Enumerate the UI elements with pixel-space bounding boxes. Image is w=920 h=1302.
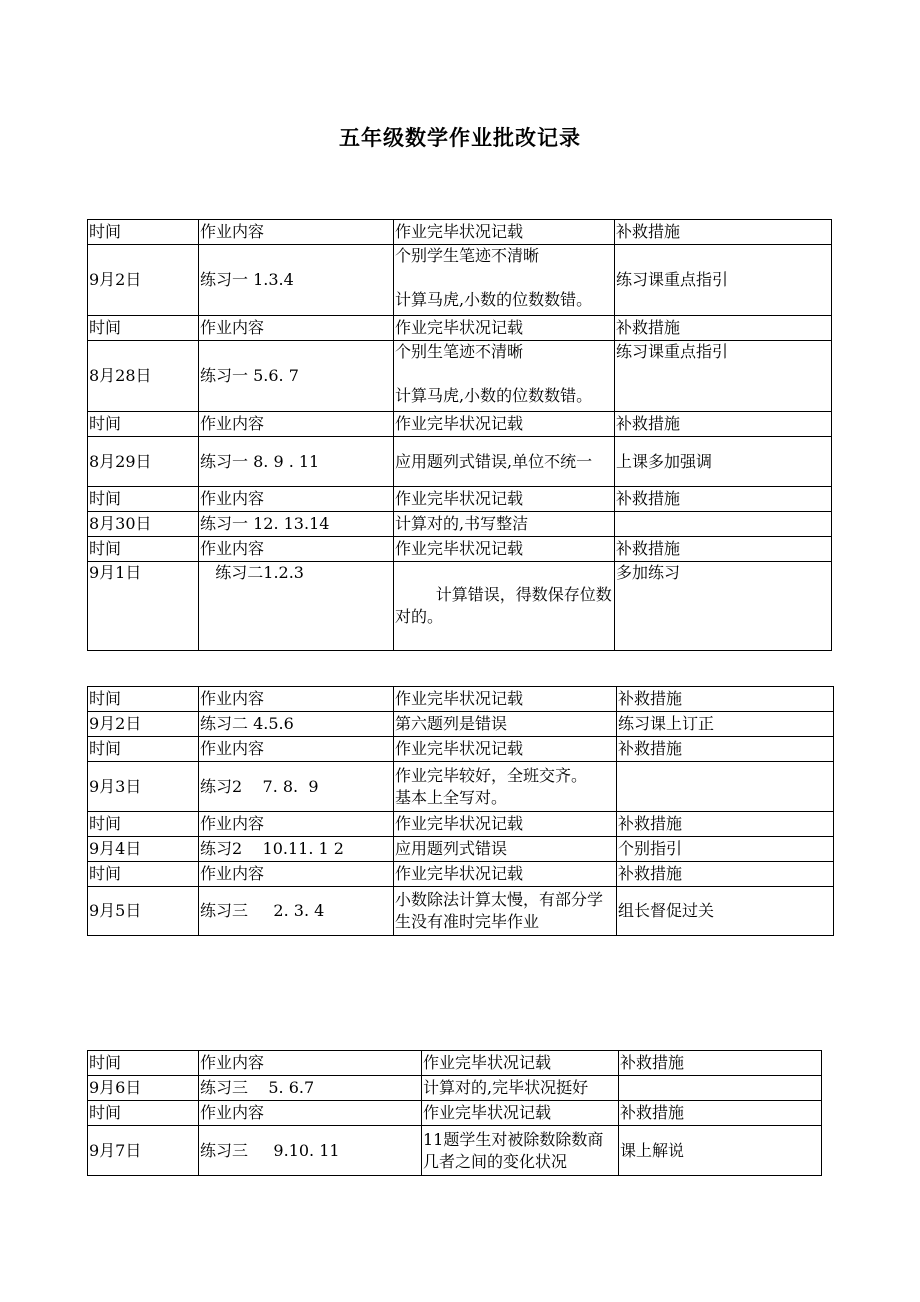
header-time: 时间 <box>88 812 199 837</box>
status-line: 计算马虎,小数的位数数错。 <box>395 386 593 405</box>
record-content: 练习二 4.5.6 <box>199 712 394 737</box>
header-status: 作业完毕状况记载 <box>422 1101 619 1126</box>
record-time: 9月6日 <box>88 1076 199 1101</box>
record-status <box>394 887 617 936</box>
table-row <box>88 887 834 936</box>
header-remedy: 补救措施 <box>617 862 834 887</box>
record-status <box>394 512 615 537</box>
header-row <box>88 537 832 562</box>
record-status <box>394 762 617 812</box>
header-remedy: 补救措施 <box>615 487 832 512</box>
table-row <box>88 1076 822 1101</box>
record-content: 练习2 10.11. 1 2 <box>199 837 394 862</box>
header-remedy: 补救措施 <box>617 812 834 837</box>
record-content: 练习一 12. 13.14 <box>199 512 394 537</box>
header-content: 作业内容 <box>199 812 394 837</box>
header-status: 作业完毕状况记载 <box>394 687 617 712</box>
header-row <box>88 412 832 437</box>
record-remedy: 课上解说 <box>619 1126 822 1176</box>
header-content: 作业内容 <box>199 220 394 245</box>
status-line: 计算对的,书写整洁 <box>395 514 529 533</box>
header-status: 作业完毕状况记载 <box>394 487 615 512</box>
header-time: 时间 <box>88 487 199 512</box>
record-status <box>394 837 617 862</box>
record-time: 8月30日 <box>88 512 199 537</box>
status-line: 应用题列式错误 <box>395 839 508 858</box>
header-status: 作业完毕状况记载 <box>394 220 615 245</box>
header-time: 时间 <box>88 687 199 712</box>
record-content: 练习2 7. 8. 9 <box>199 762 394 812</box>
record-remedy: 多加练习 <box>615 562 832 651</box>
record-table-1 <box>87 219 832 651</box>
status-line: 个别学生笔迹不清晰 <box>395 246 540 265</box>
status-line: 应用题列式错误,单位不统一 <box>395 451 593 471</box>
table-row <box>88 437 832 487</box>
record-remedy: 练习课重点指引 <box>615 245 832 316</box>
record-remedy <box>617 762 834 812</box>
header-row <box>88 1101 822 1126</box>
record-remedy <box>619 1076 822 1101</box>
header-content: 作业内容 <box>199 862 394 887</box>
header-time: 时间 <box>88 1101 199 1126</box>
header-time: 时间 <box>88 737 199 762</box>
header-status: 作业完毕状况记载 <box>422 1051 619 1076</box>
header-time: 时间 <box>88 862 199 887</box>
page-title: 五年级数学作业批改记录 <box>339 126 581 150</box>
record-status <box>422 1076 619 1101</box>
record-content: 练习三 2. 3. 4 <box>199 887 394 936</box>
header-content: 作业内容 <box>199 487 394 512</box>
header-remedy: 补救措施 <box>615 316 832 341</box>
record-time: 9月5日 <box>88 887 199 936</box>
status-line: 计算对的,完毕状况挺好 <box>423 1078 589 1097</box>
table-row <box>88 837 834 862</box>
status-line: 作业完毕较好，全班交齐。 <box>395 765 588 785</box>
record-table-2 <box>87 686 834 936</box>
table-row <box>88 762 834 812</box>
header-row <box>88 687 834 712</box>
record-time: 8月28日 <box>88 341 199 412</box>
header-row <box>88 220 832 245</box>
record-status <box>394 437 615 487</box>
record-table-3 <box>87 1050 822 1176</box>
status-line: 第六题列是错误 <box>395 714 508 733</box>
record-remedy: 组长督促过关 <box>617 887 834 936</box>
table-row <box>88 341 832 412</box>
header-remedy: 补救措施 <box>619 1051 822 1076</box>
header-content: 作业内容 <box>199 687 394 712</box>
header-remedy: 补救措施 <box>615 537 832 562</box>
table-row <box>88 245 832 316</box>
status-line: 个别生笔迹不清晰 <box>395 342 524 361</box>
header-remedy: 补救措施 <box>615 220 832 245</box>
header-status: 作业完毕状况记载 <box>394 737 617 762</box>
record-status <box>394 341 615 412</box>
record-content: 练习三 5. 6.7 <box>199 1076 422 1101</box>
header-content: 作业内容 <box>199 316 394 341</box>
header-row <box>88 737 834 762</box>
record-content: 练习一 8. 9 . 11 <box>199 437 394 487</box>
record-content: 练习三 9.10. 11 <box>199 1126 422 1176</box>
header-row <box>88 316 832 341</box>
header-content: 作业内容 <box>199 537 394 562</box>
header-time: 时间 <box>88 316 199 341</box>
record-time: 9月2日 <box>88 245 199 316</box>
header-time: 时间 <box>88 1051 199 1076</box>
status-line: 基本上全写对。 <box>395 787 508 807</box>
record-time: 9月3日 <box>88 762 199 812</box>
status-line: 计算错误，得数保存位数对的。 <box>395 585 612 626</box>
record-time: 9月2日 <box>88 712 199 737</box>
header-row <box>88 487 832 512</box>
status-line: 小数除法计算太慢，有部分学生没有准时完毕作业 <box>395 890 604 931</box>
header-row <box>88 812 834 837</box>
header-row <box>88 1051 822 1076</box>
table-row <box>88 512 832 537</box>
header-content: 作业内容 <box>199 1051 422 1076</box>
record-remedy: 练习课重点指引 <box>615 341 832 412</box>
record-time: 9月1日 <box>88 562 199 651</box>
record-content: 练习一 1.3.4 <box>199 245 394 316</box>
record-time: 9月7日 <box>88 1126 199 1176</box>
header-remedy: 补救措施 <box>617 687 834 712</box>
record-remedy <box>615 512 832 537</box>
header-time: 时间 <box>88 220 199 245</box>
record-status <box>394 562 615 651</box>
record-remedy: 练习课上订正 <box>617 712 834 737</box>
header-content: 作业内容 <box>199 412 394 437</box>
header-remedy: 补救措施 <box>617 737 834 762</box>
header-time: 时间 <box>88 412 199 437</box>
header-remedy: 补救措施 <box>619 1101 822 1126</box>
record-status <box>394 245 615 316</box>
table-row <box>88 712 834 737</box>
status-line: 11题学生对被除数除数商几者之间的变化状况 <box>423 1129 604 1171</box>
header-status: 作业完毕状况记载 <box>394 316 615 341</box>
record-time: 9月4日 <box>88 837 199 862</box>
record-status <box>394 712 617 737</box>
header-content: 作业内容 <box>199 737 394 762</box>
header-status: 作业完毕状况记载 <box>394 862 617 887</box>
record-time: 8月29日 <box>88 437 199 487</box>
record-remedy: 上课多加强调 <box>615 437 832 487</box>
header-content: 作业内容 <box>199 1101 422 1126</box>
record-status <box>422 1126 619 1176</box>
header-time: 时间 <box>88 537 199 562</box>
table-row <box>88 562 832 651</box>
record-remedy: 个别指引 <box>617 837 834 862</box>
header-remedy: 补救措施 <box>615 412 832 437</box>
table-row <box>88 1126 822 1176</box>
header-status: 作业完毕状况记载 <box>394 537 615 562</box>
header-status: 作业完毕状况记载 <box>394 812 617 837</box>
header-status: 作业完毕状况记载 <box>394 412 615 437</box>
header-row <box>88 862 834 887</box>
status-line: 计算马虎,小数的位数数错。 <box>395 290 593 309</box>
record-content: 练习二1.2.3 <box>199 562 394 651</box>
record-content: 练习一 5.6. 7 <box>199 341 394 412</box>
